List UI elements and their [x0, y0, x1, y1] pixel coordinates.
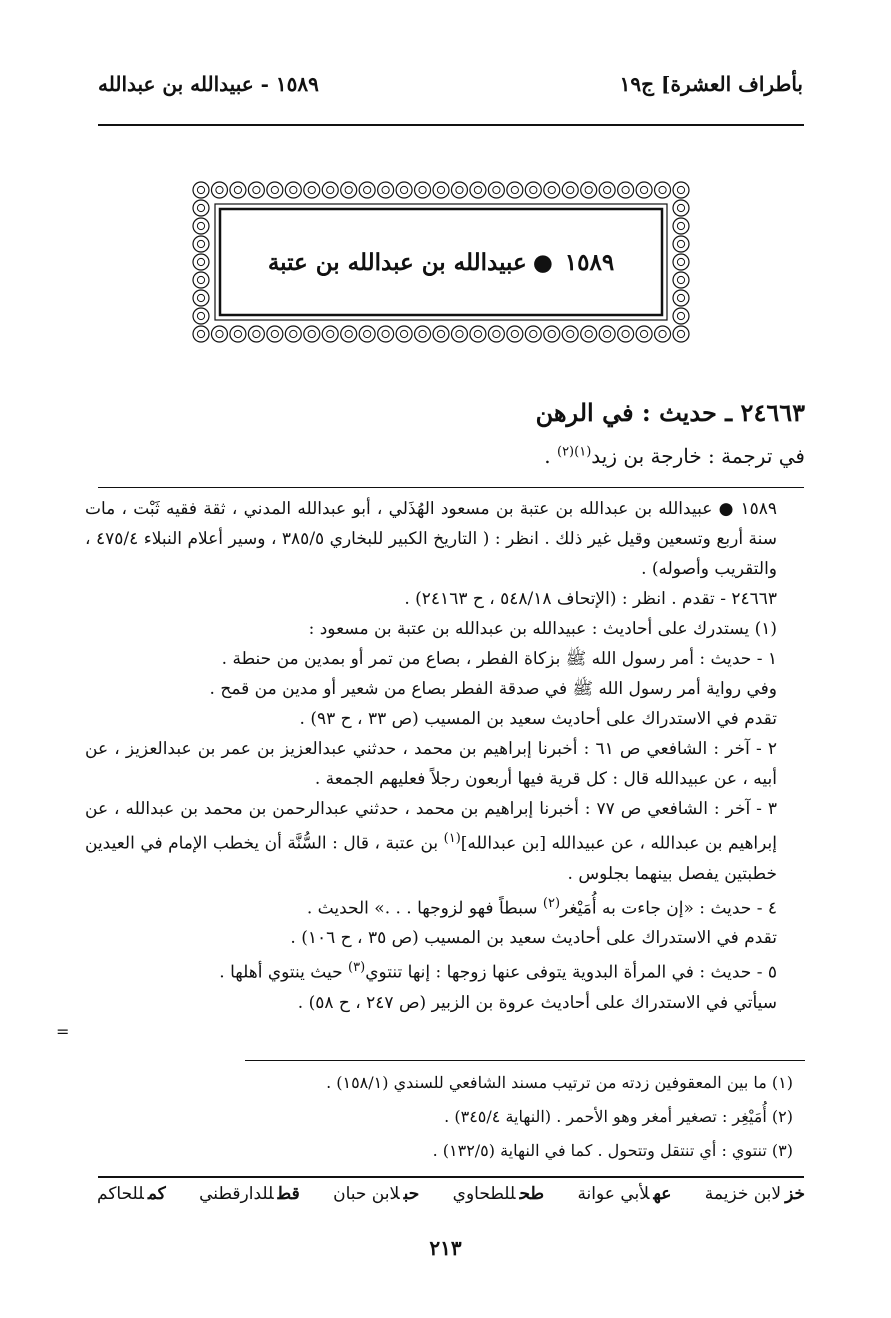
addendum-item: ١ - حديث : أمر رسول الله ﷺ بزكاة الفطر ، بصاع من تمر أو بمدين من حنطة . — [221, 649, 777, 669]
addendum-item: ٢ - آخر : الشافعي ص ٦١ : أخبرنا إبراهيم بن محمد ، حدثني عبدالعزيز بن عمر بن عبدالعزيز ، عن أبيه ، عن عبيدالله قال : كل قرية فيها أربعون رجلاً فعليهم الجمعة . — [85, 739, 777, 789]
siglum: عهلأبي عوانة — [577, 1184, 672, 1204]
bullet-icon: ● — [532, 248, 553, 276]
book-title: بأطراف العشرة] ج١٩ — [619, 72, 803, 96]
addendum-item: تقدم في الاستدراك على أحاديث سعيد بن المسيب (ص ٣٣ ، ح ٩٣) . — [299, 709, 777, 729]
footnote-rule — [245, 1060, 805, 1061]
header-rule — [98, 124, 804, 126]
footnote-ref[interactable]: (١) — [443, 831, 461, 846]
siglum: حبلابن حبان — [333, 1184, 420, 1204]
addendum-item: تقدم في الاستدراك على أحاديث سعيد بن المسيب (ص ٣٥ ، ح ١٠٦) . — [290, 928, 777, 949]
addendum-item: ٣ - آخر : الشافعي ص ٧٧ : أخبرنا إبراهيم بن محمد ، حدثني عبدالرحمن بن محمد بن عبدالله ، عن إبراهيم بن عبدالله ، عن عبيدالله [بن عبدالله]$^{(١)}$ بن عتبة ، قال : السُّنَّة أن يخطب الإمام في العيدين خطبتين يفصل بينهما بجلوس . — [85, 799, 777, 884]
narrator-title — [221, 180, 661, 344]
sigla-legend — [97, 1184, 805, 1204]
narrator-number: ١٥٨٩ — [564, 248, 615, 276]
siglum: قطللدارقطني — [199, 1184, 300, 1204]
footnote: (١) ما بين المعقوفين زدته من ترتيب مسند الشافعي للسندي (١٥٨/١) . — [326, 1073, 793, 1092]
footnote: (٣) تنتوي : أي تنتقل وتتحول . كما في النهاية (١٣٢/٥) . — [432, 1141, 793, 1160]
footnotes — [105, 1066, 805, 1168]
siglum: خزلابن خزيمة — [704, 1184, 805, 1204]
ornamental-frame — [191, 180, 691, 344]
narrator-name: عبيدالله بن عبدالله بن عتبة — [267, 248, 527, 276]
hadith-heading: ٢٤٦٦٣ ـ حديث : في الرهن — [535, 398, 805, 427]
addendum-item: وفي رواية أمر رسول الله ﷺ في صدقة الفطر بصاع من شعير أو مدين من قمح . — [209, 679, 777, 699]
margin-mark: = — [56, 1022, 70, 1041]
page-number: ٢١٣ — [429, 1236, 462, 1260]
footnote-ref[interactable]: (٣) — [348, 960, 366, 976]
narrator-bio: ١٥٨٩ ● عبيدالله بن عبدالله بن عتبة بن مسعود الهُذَلي ، أبو عبدالله المدني ، ثقة فقيه ثَبْت ، مات سنة أربع وتسعين وقيل غير ذلك . انظر : ( التاريخ الكبير للبخاري ٣٨٥/٥ ، وسير أعلام النبلاء ٤٧٥/٤ ، والتقريب وأصوله) . — [85, 499, 778, 579]
commentary-body — [85, 494, 805, 1018]
addendum-item: ٥ - حديث : في المرأة البدوية يتوفى عنها زوجها : إنها تنتوي$^{(٣)}$ حيث ينتوي أهلها . — [219, 960, 777, 983]
footnote: (٢) أُمَيْغِر : تصغير أمغر وهو الأحمر . (النهاية ٣٤٥/٤) . — [444, 1107, 793, 1126]
addendum-item: ٤ - حديث : «إن جاءت به أُمَيْغر$^{(٢)}$ سبطاً فهو لزوجها . . .» الحديث . — [306, 895, 777, 919]
hadith-subheading: في ترجمة : خارجة بن زيد$^{(١)(٢)}$ . — [544, 444, 805, 468]
addendum-item: سيأتي في الاستدراك على أحاديث عروة بن الزبير (ص ٢٤٧ ، ح ٥٨) . — [297, 992, 777, 1013]
siglum: طحللطحاوي — [452, 1184, 545, 1204]
section-rule — [98, 487, 804, 488]
addendum-heading: (١) يستدرك على أحاديث : عبيدالله بن عبدالله بن عتبة بن مسعود : — [308, 619, 777, 639]
sigla-rule — [98, 1176, 804, 1178]
footnote-ref[interactable]: (٢) — [542, 895, 561, 911]
footnote-ref[interactable]: (١)(٢) — [556, 444, 592, 460]
section-title: ١٥٨٩ - عبيدالله بن عبدالله — [98, 72, 319, 96]
siglum: كمللحاكم — [97, 1184, 166, 1204]
cross-reference: ٢٤٦٦٣ - تقدم . انظر : (الإتحاف ٥٤٨/١٨ ، ح ٢٤١٦٣) . — [404, 589, 777, 609]
running-header — [98, 72, 803, 112]
